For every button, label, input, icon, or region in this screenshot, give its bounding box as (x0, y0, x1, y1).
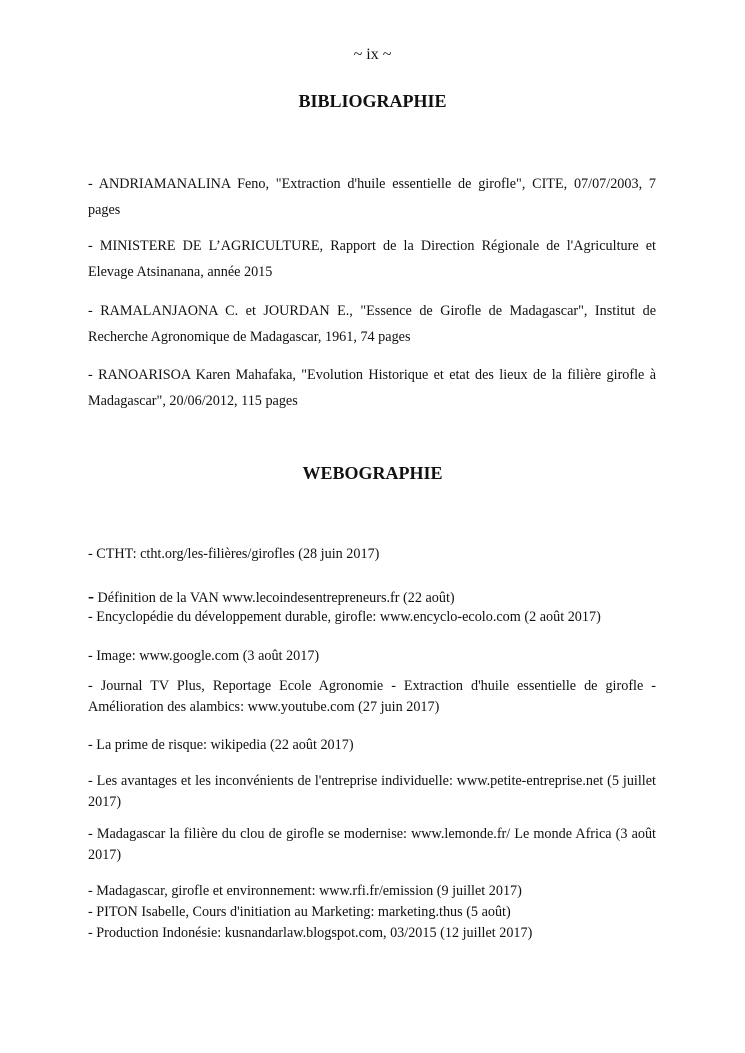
webography-entry: - Journal TV Plus, Reportage Ecole Agronomie - Extraction d'huile essentielle de girofle - Amélioration des alambics: www.youtube.com (27 juin 2017) (88, 678, 656, 715)
webography-entry: - PITON Isabelle, Cours d'initiation au Marketing: marketing.thus (5 août) (88, 904, 511, 920)
webography-entry-text: Définition de la VAN www.lecoindesentrepreneurs.fr (22 août) (94, 590, 455, 606)
webography-entry: - Madagascar la filière du clou de girofle se modernise: www.lemonde.fr/ Le monde Africa (3 août 2017) (88, 826, 656, 863)
webography-entry: - La prime de risque: wikipedia (22 août 2017) (88, 737, 354, 753)
page-number: ~ ix ~ (353, 46, 392, 63)
bibliography-entry: - MINISTERE DE L’AGRICULTURE, Rapport de la Direction Régionale de l'Agriculture et Elevage Atsinanana, année 2015 (88, 238, 656, 280)
bibliography-title: BIBLIOGRAPHIE (298, 91, 447, 111)
webography-entry: - Production Indonésie: kusnandarlaw.blogspot.com, 03/2015 (12 juillet 2017) (88, 925, 533, 941)
webography-entry: - Madagascar, girofle et environnement: www.rfi.fr/emission (9 juillet 2017) (88, 883, 522, 899)
list-dash: - (88, 586, 94, 606)
webography-entry: - Encyclopédie du développement durable, girofle: www.encyclo-ecolo.com (2 août 2017) (88, 609, 601, 625)
bibliography-entry: - RAMALANJAONA C. et JOURDAN E., "Essence de Girofle de Madagascar", Institut de Recherche Agronomique de Madagascar, 1961, 74 pages (88, 303, 656, 345)
webography-entry: - Les avantages et les inconvénients de l'entreprise individuelle: www.petite-entreprise.net (5 juillet 2017) (88, 773, 656, 810)
webography-entry: - Image: www.google.com (3 août 2017) (88, 648, 320, 664)
bibliography-entry: - ANDRIAMANALINA Feno, "Extraction d'huile essentielle de girofle", CITE, 07/07/2003, 7 pages (88, 176, 656, 218)
bibliography-entry: - RANOARISOA Karen Mahafaka, "Evolution Historique et etat des lieux de la filière girofle à Madagascar", 20/06/2012, 115 pages (88, 367, 656, 409)
webography-title: WEBOGRAPHIE (302, 463, 443, 483)
webography-entry: - CTHT: ctht.org/les-filières/girofles (28 juin 2017) (88, 546, 380, 562)
webography-entry (88, 586, 656, 609)
